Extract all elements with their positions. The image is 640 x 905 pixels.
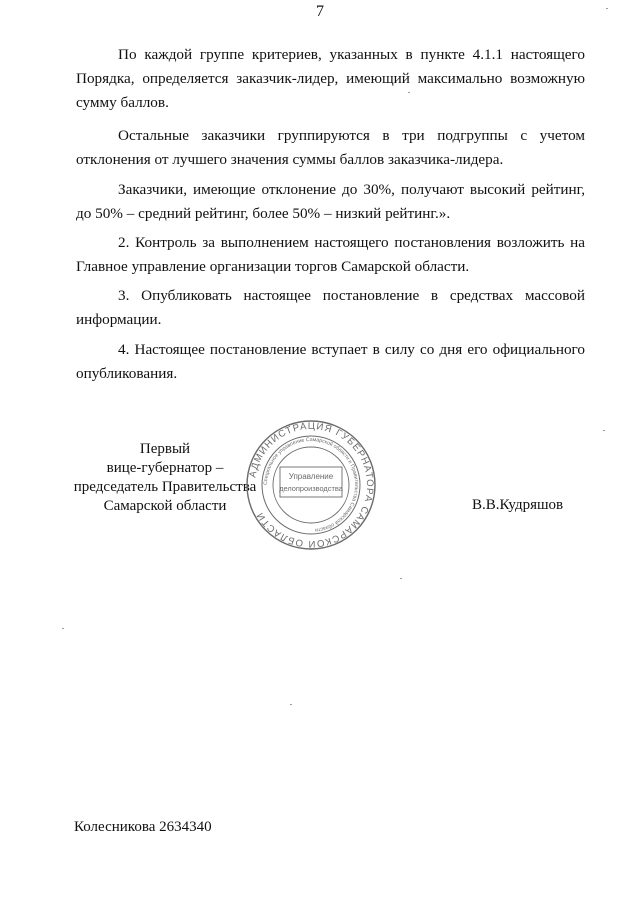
paragraph-line: отклонения от лучшего значения суммы баллов заказчика-лидера.	[76, 151, 504, 168]
scan-speck	[408, 92, 410, 93]
paragraph-publish-clause	[76, 284, 585, 332]
seal-center-line-2: делопроизводства	[279, 484, 343, 493]
paragraph-line: Заказчики, имеющие отклонение до 30%, получают высокий	[118, 181, 532, 198]
executor-contact: Колесникова 2634340	[74, 819, 212, 835]
paragraph-line: официального опубликования.	[76, 341, 585, 382]
paragraph-subgroups	[76, 124, 585, 172]
paragraph-line: информации.	[76, 311, 162, 328]
seal-graphic	[244, 418, 378, 552]
paragraph-criteria-leader	[76, 43, 585, 115]
paragraph-control-clause	[76, 231, 585, 279]
paragraph-line: Остальные заказчики группируются в три подгруппы с учетом	[118, 127, 585, 144]
paragraph-line: на Главное управление организации торгов Самарской области.	[76, 234, 585, 275]
official-seal	[244, 418, 378, 552]
signatory-title-line: вице-губернатор –	[106, 460, 224, 476]
scan-speck	[400, 578, 402, 579]
paragraph-line: Порядка, определяется заказчик-лидер, имеющий максимально	[76, 70, 511, 87]
signatory-title-line: Самарской области	[103, 498, 227, 514]
paragraph-line: По каждой группе критериев, указанных в пункте 4.1.1 настоящего	[118, 46, 585, 63]
paragraph-line: 4. Настоящее постановление вступает в силу со дня его	[118, 341, 493, 358]
paragraph-line: 2. Контроль за выполнением настоящего постановления возложить	[118, 234, 571, 251]
signatory-title	[55, 440, 275, 516]
page-number: 7	[316, 3, 324, 20]
paragraph-line: 3. Опубликовать настоящее постановление в средствах массовой	[118, 287, 585, 304]
paragraph-effective-clause	[76, 338, 585, 386]
seal-inner-ring-text-path: Специальное управление Самарской области и Правительства Самарской области	[262, 436, 360, 533]
paragraph-line: возможную сумму баллов.	[76, 70, 585, 111]
signatory-name: В.В.Кудряшов	[472, 497, 564, 513]
scan-speck	[603, 430, 605, 431]
signatory-title-line: председатель Правительства	[73, 479, 257, 495]
scan-speck	[62, 628, 64, 629]
scan-speck	[606, 8, 608, 9]
paragraph-line: рейтинг, до 50% – средний рейтинг, более 50% – низкий рейтинг.».	[76, 181, 585, 222]
seal-outer-text-path: АДМИНИСТРАЦИЯ ГУБЕРНАТОРА САМАРСКОЙ ОБЛАСТИ	[247, 420, 376, 550]
paragraph-rating-thresholds	[76, 178, 585, 226]
seal-center-line-1: Управление	[288, 472, 334, 481]
scan-speck	[290, 704, 292, 705]
signatory-title-line: Первый	[139, 441, 191, 457]
